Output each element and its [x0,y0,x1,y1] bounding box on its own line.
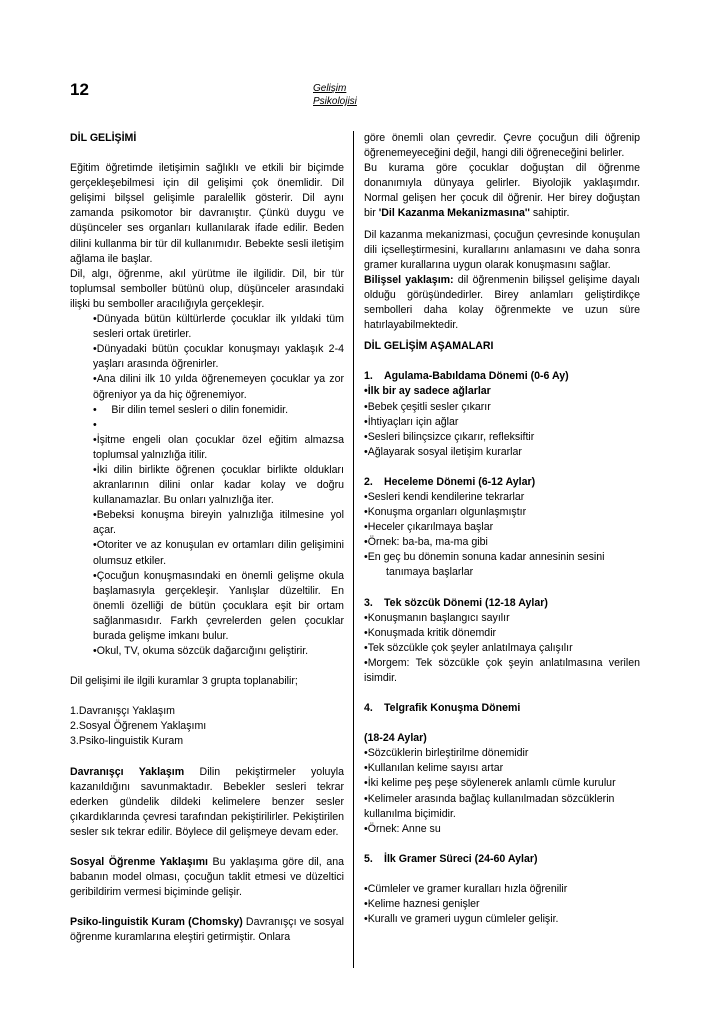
stage-title [364,852,640,867]
stages-heading: DİL GELİŞİM AŞAMALARI [364,340,494,353]
list-item: •Dünyada bütün kültürlerde çocuklar ilk yıldaki tüm sesleri ortak üretirler. [93,313,344,341]
psycholinguistic-text: Davranışçı ve sosyal öğrenme kuramlarına eleştiri getirmiştir. Onlara [70,916,344,944]
stage-title [364,701,640,716]
stage-name: Tek sözcük Dönemi (12-18 Aylar) [384,596,548,609]
paragraph: Dil, algı, öğrenme, akıl yürütme ile ilgilidir. Dil, bir tür toplumsal semboller bütünü olup, düşünceler arasındaki ilişki bu semboller aracılığıyla gerçekleşir. [70,267,344,310]
stage-name: Heceleme Dönemi (6-12 Aylar) [384,475,536,488]
list-item: •İki kelime peş peşe söylenerek anlamlı cümle kurulur [364,777,616,790]
paragraph: Dil kazanma mekanizmasi, çocuğun çevresinde konuşulan dili içselleştirmesini, kurallarını anlamasını ve daha sonra gramer kurallarına uygun olarak konuşmasını sağlar. [364,228,640,271]
cognitive-paragraph [364,273,640,333]
list-item: •Kelime haznesi genişler [364,898,480,911]
social-learning-text: Bu yaklaşıma göre dil, ana babanın model olması, çocuğun taklit etmesi ve düzeltici geribildirim vermesi biçiminde gelişir. [70,856,344,899]
list-item: •Çocuğun konuşmasındaki en önemli gelişme okula başlamasıyla gerçekleşir. Yanlışlar düzeltilir. En önemli özelliği de bütün çocuklara eşit bir ortam sağlanmasıdır. Farkh çevrelerden gelen çocuklar burada gelişme imkanı bulur. [93,569,344,642]
text: Bu kurama göre çocuklar doğuştan dil öğrenme donanımıyla dünyaya gelirler. Biyolojik yaklaşımdır. Normal gelişen her çocuk dil öğrenir. Her birey doğuştan bir [364,162,640,220]
list-item: •Okul, TV, okuma sözcük dağarcığını geliştirir. [93,645,309,658]
list-item: •En geç bu dönemin sonuna kadar annesinin sesini [364,551,605,564]
stage-name: Agulama-Babıldama Dönemi (0-6 Ay) [384,370,569,383]
header-title-line2: Psikolojisi [313,96,357,107]
paragraph: göre önemli olan çevredir. Çevre çocuğun dili öğrenip öğrenemeyeceğini değil, hangi dili öğreneceğini belirler. [364,132,640,160]
header-title-line1: Gelişim [313,83,347,94]
list-item: •Morgem: Tek sözcükle çok şeyin anlatılmasına verilen isimdir. [364,656,640,684]
stage-number: 2. [364,475,373,488]
list-item: •Konuşmada kritik dönemdir [364,626,497,639]
list-item: •Konuşmanın başlangıcı sayılır [364,611,510,624]
list-item: •Kurallı ve grameri uygun cümleler gelişir. [364,913,559,926]
page-number: 12 [70,80,89,99]
theory-item: 2.Sosyal Öğrenem Yaklaşımı [70,720,207,733]
list-item: •İşitme engeli olan çocuklar özel eğitim almazsa toplumsal yalnızlığa itilir. [93,433,344,461]
psycholinguistic-paragraph [70,915,344,945]
stage-subtitle: (18-24 Aylar) [364,732,427,745]
theory-item: 1.Davranışçı Yaklaşım [70,705,175,718]
left-column [70,131,344,946]
stage-name: İlk Gramer Süreci (24-60 Aylar) [384,852,538,865]
list-item: •Ana dilini ilk 10 yılda öğrenemeyen çocuklar ya zor öğreniyor ya da hiç öğrenemiyor. [93,373,344,401]
list-item-continuation: tanımaya başlarlar [386,566,474,579]
social-learning-paragraph [70,855,344,900]
list-item: • Bir dilin temel sesleri o dilin fonemidir. [93,403,289,416]
stage-title [364,475,640,490]
list-item: •Kelimeler arasında bağlaç kullanılmadan sözcüklerin kullanılma biçimidir. [364,792,615,820]
paragraph [364,161,640,221]
list-item: •İlk bir ay sadece ağlarlar [364,385,491,398]
stage-name: Telgrafik Konuşma Dönemi [384,702,521,715]
list-item: •Cümleler ve gramer kuralları hızla öğrenilir [364,882,568,895]
stage-title [364,596,640,611]
theory-item: 3.Psiko-linguistik Kuram [70,735,184,748]
list-item: •Dünyadaki bütün çocuklar konuşmayı yaklaşık 2-4 yaşları arasında öğrenirler. [93,343,344,371]
list-item: •Tek sözcükle çok şeyler anlatılmaya çalışılır [364,641,573,654]
theories-intro: Dil gelişimi ile ilgili kuramlar 3 grupta toplanabilir; [70,675,298,688]
intro-paragraph: Eğitim öğretimde iletişimin sağlıklı ve etkili bir biçimde gerçekleşebilmesi için dil gelişimi çok önemlidir. Dil gelişimi bilşsel gelişimle paralellik gösterir. Dil aynı zamanda psikomotor bir davranıştır. Çünkü duygu ve düşünceler ses organları kullanılarak ifade edilir. Beden dilini kullanma bir tür dil kullanımıdır. Bebekte sesli iletişim ağlama ile başlar. [70,162,344,265]
list-item: •Konuşma organları olgunlaşmıştır [364,506,527,519]
list-item: •İhtiyaçları için ağlar [364,415,459,428]
psycholinguistic-title: Psiko-linguistik Kuram (Chomsky) [70,916,243,929]
list-item: •Kullanılan kelime sayısı artar [364,762,504,775]
social-learning-title: Sosyal Öğrenme Yaklaşımı [70,856,208,869]
list-item: •Örnek: Anne su [364,822,441,835]
cognitive-title: Bilişsel yaklaşım: [364,273,454,286]
bullet-list [70,312,344,659]
stage-title [364,369,640,384]
list-item: •Sesleri kendi kendilerine tekrarlar [364,490,525,503]
stage-number: 3. [364,596,373,609]
column-divider [353,131,354,968]
list-item: •Örnek: ba-ba, ma-ma gibi [364,536,488,549]
list-item: •Bebeksi konuşma bireyin yalnızlığa itilmesine yol açar. [93,509,344,537]
right-column [364,131,640,927]
running-header [313,82,357,108]
list-item: •Otoriter ve az konuşulan ev ortamları dilin gelişimini olumsuz etkiler. [93,539,344,567]
stage-number: 4. [364,702,373,715]
stage-number: 5. [364,852,373,865]
list-item: •Sesleri bilinçsizce çıkarır, refleksiftir [364,430,535,443]
list-item: •Ağlayarak sosyal iletişim kurarlar [364,445,522,458]
cognitive-text: dil öğrenmenin bilişsel gelişime dayalı olduğu görüşündedirler. Birey anlamları geliştirdikçe sembolleri daha kolay öğrenmekte ve uzun süre hatırlayabilmektedir. [364,273,640,332]
list-item: • [93,418,97,431]
list-item: •Heceler çıkarılmaya başlar [364,521,494,534]
list-item: •İki dilin birlikte öğrenen çocuklar birlikte oldukları akranlarının dilini onlar kadar kolay ve doğru kullanamazlar. Bu onları yalnızlığa iter. [93,463,344,507]
behaviorist-paragraph [70,765,344,840]
list-item: •Bebek çeşitli sesler çıkarır [364,400,491,413]
dkm-term: 'Dil Kazanma Mekanizmasına'' [378,207,530,220]
text: sahiptir. [529,207,570,220]
behaviorist-title: Davranışçı Yaklaşım [70,765,185,778]
section-heading: DİL GELİŞİMİ [70,132,137,144]
behaviorist-text: Dilin pekiştirmeler yoluyla kazanıldığını savunmaktadır. Bebekler sesleri tekrar ederken gündelik dildeki kelimelere benzer sesler çıkardıklarında çevresi tarafından pekiştirilirler. Pekiştirilen sesler sık tekrar edilir. Böylece dil gelişmeye devam eder. [70,765,344,838]
list-item: •Sözcüklerin birleştirilme dönemidir [364,747,529,760]
stage-number: 1. [364,370,373,383]
